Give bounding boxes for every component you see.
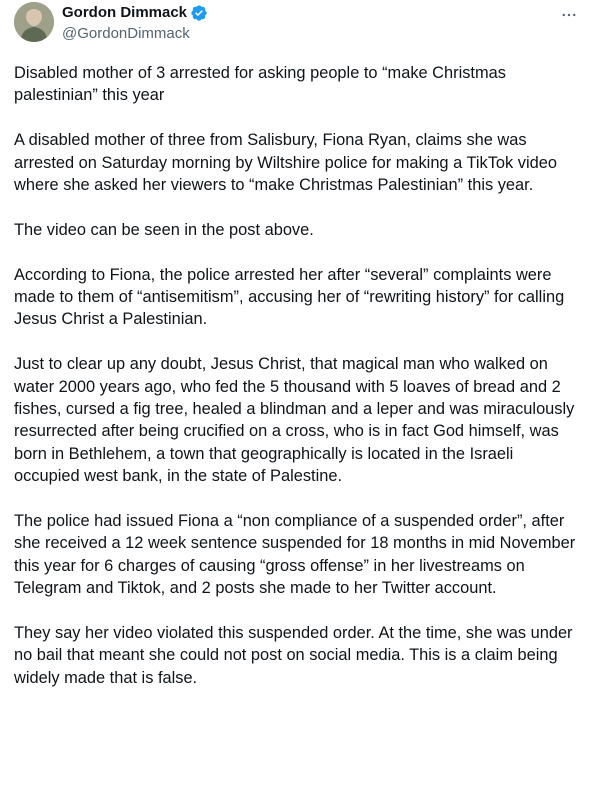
tweet-paragraph: Just to clear up any doubt, Jesus Christ, that magical man who walked on water 2000 years ago, who fed the 5 thousand with 5 loaves of bread and 2 fishes, cursed a fig tree, healed a blindman and a leper and was miraculously resurrected after being crucified on a cross, who is in fact God himself, was born in Bethlehem, a town that geographically is located in the Israeli occupied west bank, in the state of Palestine. <box>14 355 575 486</box>
tweet-paragraph: Disabled mother of 3 arrested for asking people to “make Christmas palestinian” this year <box>14 64 506 105</box>
tweet-paragraph: A disabled mother of three from Salisbury, Fiona Ryan, claims she was arrested on Saturday morning by Wiltshire police for making a TikTok video where she asked her viewers to “make Christmas Palestinian” this year. <box>14 131 557 195</box>
tweet-paragraph: They say her video violated this suspended order. At the time, she was under no bail that meant she could not post on social media. This is a claim being widely made that is false. <box>14 624 573 687</box>
verified-badge-icon <box>190 4 208 22</box>
more-dots-icon[interactable] <box>558 4 580 26</box>
avatar[interactable] <box>14 2 54 42</box>
author-handle[interactable]: @GordonDimmack <box>62 25 190 42</box>
tweet-paragraph: The police had issued Fiona a “non compliance of a suspended order”, after she received a 12 week sentence suspended for 18 months in mid November this year for 6 charges of causing “gross offense” in her livestreams on Telegram and Tiktok, and 2 posts she made to her Twitter account. <box>14 512 576 598</box>
display-name[interactable]: Gordon Dimmack <box>62 4 188 21</box>
display-name-row <box>62 2 208 24</box>
author-names <box>62 2 208 44</box>
tweet-header <box>14 2 584 46</box>
tweet-paragraph: According to Fiona, the police arrested her after “several” complaints were made to them of “antisemitism”, accusing her of “rewriting history” for calling Jesus Christ a Palestinian. <box>14 265 565 329</box>
tweet-text <box>14 62 580 712</box>
tweet-paragraph: The video can be seen in the post above. <box>14 220 314 239</box>
